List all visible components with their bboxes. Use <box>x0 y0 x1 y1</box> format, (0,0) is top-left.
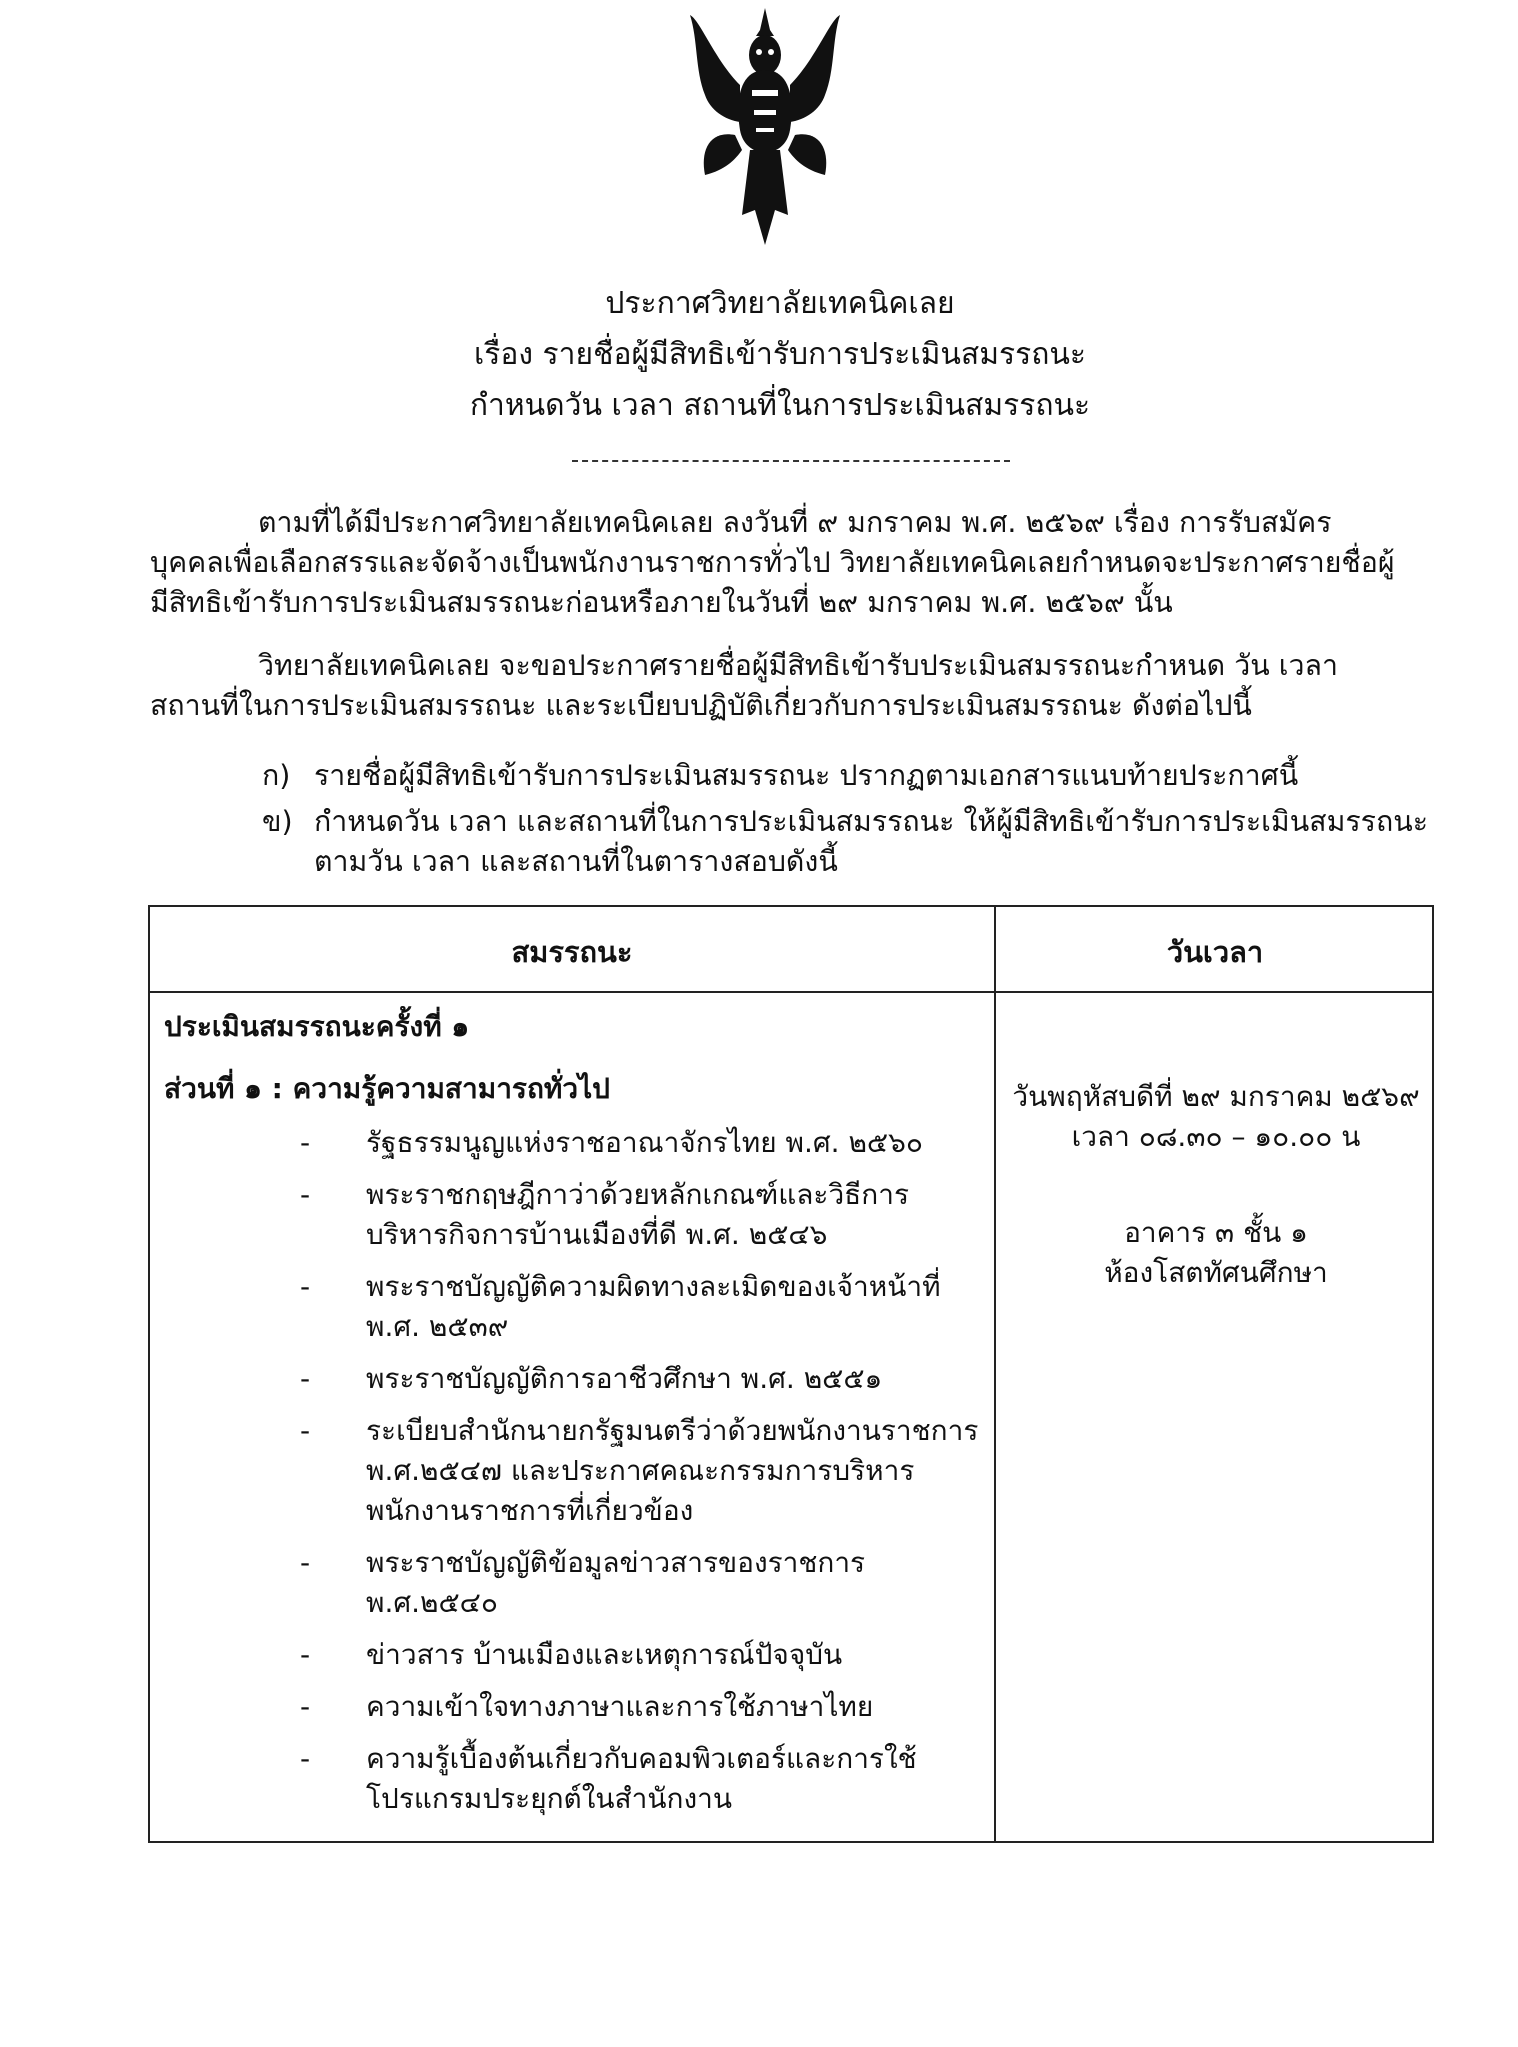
topic-text: ระเบียบสำนักนายกรัฐมนตรีว่าด้วยพนักงานราชการ พ.ศ.๒๕๔๗ และประกาศคณะกรรมการบริหารพนักงานราชการที่เกี่ยวข้อง <box>366 1414 979 1527</box>
topic-item <box>164 1175 984 1255</box>
schedule-table <box>148 905 1434 1843</box>
assessment-part: ส่วนที่ ๑ : ความรู้ความสามารถทั่วไป <box>164 1072 610 1105</box>
exam-time: เวลา ๐๘.๓๐ – ๑๐.๐๐ น <box>1071 1120 1361 1153</box>
competency-cell <box>164 1007 984 1831</box>
topic-item <box>164 1123 984 1163</box>
topic-text: พระราชบัญญัติข้อมูลข่าวสารของราชการ พ.ศ.๒๕๔๐ <box>366 1546 866 1619</box>
announcement-subject-line2: กำหนดวัน เวลา สถานที่ในการประเมินสมรรถนะ <box>469 388 1091 423</box>
topic-item <box>164 1411 984 1531</box>
topic-item <box>164 1267 984 1347</box>
bullet-dash: - <box>300 1414 311 1447</box>
list-item <box>262 756 1454 796</box>
list-item-text: กำหนดวัน เวลา และสถานที่ในการประเมินสมรรถนะ ให้ผู้มีสิทธิเข้ารับการประเมินสมรรถนะตามวัน เวลา และสถานที่ในตารางสอบดังนี้ <box>314 805 1429 878</box>
topic-item <box>164 1687 984 1727</box>
datetime-cell <box>998 1077 1434 1293</box>
topic-text: ข่าวสาร บ้านเมืองและเหตุการณ์ปัจจุบัน <box>366 1638 843 1671</box>
topic-item <box>164 1543 984 1623</box>
list-item-text: รายชื่อผู้มีสิทธิเข้ารับการประเมินสมรรถนะ ปรากฏตามเอกสารแนบท้ายประกาศนี้ <box>314 759 1299 792</box>
topic-item <box>164 1739 984 1819</box>
topic-item <box>164 1635 984 1675</box>
topic-text: รัฐธรรมนูญแห่งราชอาณาจักรไทย พ.ศ. ๒๕๖๐ <box>366 1126 923 1159</box>
assessment-round: ประเมินสมรรถนะครั้งที่ ๑ <box>164 1010 470 1043</box>
topic-text: ความเข้าใจทางภาษาและการใช้ภาษาไทย <box>366 1690 874 1723</box>
spacer <box>998 1157 1434 1213</box>
body-paragraph-1: ตามที่ได้มีประกาศวิทยาลัยเทคนิคเลย ลงวันที่ ๙ มกราคม พ.ศ. ๒๕๖๙ เรื่อง การรับสมัครบุคคลเพื่อเลือกสรรและจัดจ้างเป็นพนักงานราชการทั่วไป วิทยาลัยเทคนิคเลยกำหนดจะประกาศรายชื่อผู้มีสิทธิเข้ารับการประเมินสมรรถนะก่อนหรือภายในวันที่ ๒๙ มกราคม พ.ศ. ๒๕๖๙ นั้น <box>150 506 1395 619</box>
garuda-emblem-icon <box>680 0 850 250</box>
bullet-dash: - <box>300 1362 311 1395</box>
header-competency: สมรรถนะ <box>511 935 633 969</box>
column-divider <box>994 907 996 1841</box>
topic-item <box>164 1359 984 1399</box>
exam-building: อาคาร ๓ ชั้น ๑ <box>1124 1216 1308 1249</box>
header-datetime: วันเวลา <box>1166 935 1264 969</box>
list-item-marker: ข) <box>262 805 293 838</box>
bullet-dash: - <box>300 1546 311 1579</box>
bullet-dash: - <box>300 1270 311 1303</box>
bullet-dash: - <box>300 1742 311 1775</box>
exam-date: วันพฤหัสบดีที่ ๒๙ มกราคม ๒๕๖๙ <box>1012 1080 1420 1113</box>
list-item <box>262 802 1454 882</box>
header-divider <box>150 991 1432 993</box>
announcement-subject: เรื่อง รายชื่อผู้มีสิทธิเข้ารับการประเมินสมรรถนะ <box>473 337 1087 372</box>
bullet-dash: - <box>300 1178 311 1211</box>
bullet-dash: - <box>300 1690 311 1723</box>
topic-text: ความรู้เบื้องต้นเกี่ยวกับคอมพิวเตอร์และการใช้โปรแกรมประยุกต์ในสำนักงาน <box>366 1742 917 1815</box>
announcement-title: ประกาศวิทยาลัยเทคนิคเลย <box>605 286 955 321</box>
exam-room: ห้องโสตทัศนศึกษา <box>1104 1256 1328 1289</box>
topic-text: พระราชกฤษฎีกาว่าด้วยหลักเกณฑ์และวิธีการบริหารกิจการบ้านเมืองที่ดี พ.ศ. ๒๕๔๖ <box>366 1178 909 1251</box>
body-paragraph-2: วิทยาลัยเทคนิคเลย จะขอประกาศรายชื่อผู้มีสิทธิเข้ารับประเมินสมรรถนะกำหนด วัน เวลา สถานที่ในการประเมินสมรรถนะ และระเบียบปฏิบัติเกี่ยวกับการประเมินสมรรถนะ ดังต่อไปนี้ <box>150 649 1338 722</box>
dashed-divider <box>572 460 1010 462</box>
topic-text: พระราชบัญญัติการอาชีวศึกษา พ.ศ. ๒๕๕๑ <box>366 1362 883 1395</box>
bullet-dash: - <box>300 1638 311 1671</box>
bullet-dash: - <box>300 1126 311 1159</box>
list-item-marker: ก) <box>262 759 291 792</box>
topic-text: พระราชบัญญัติความผิดทางละเมิดของเจ้าหน้าที่ พ.ศ. ๒๕๓๙ <box>366 1270 941 1343</box>
